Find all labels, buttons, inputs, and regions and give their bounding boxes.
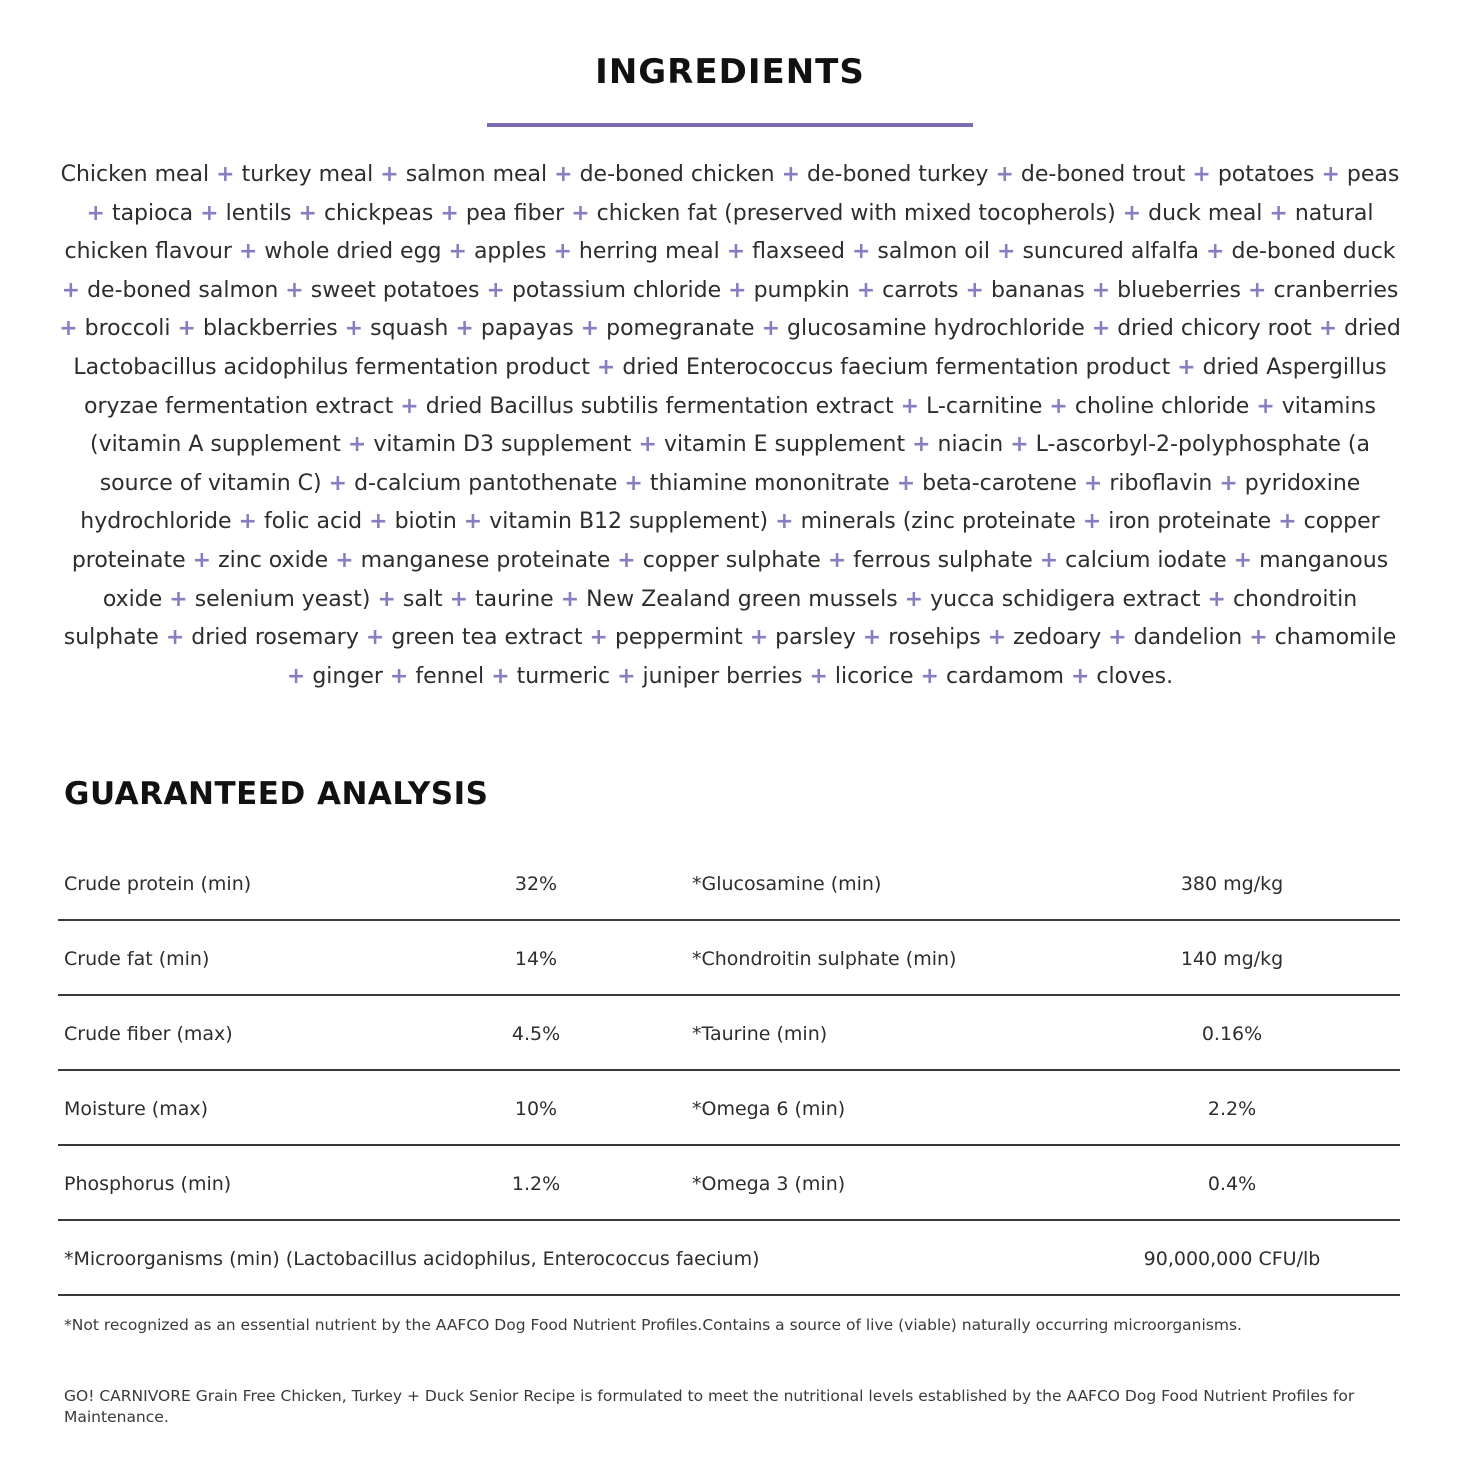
aafco-statement: GO! CARNIVORE Grain Free Chicken, Turkey + Duck Senior Recipe is formulated to meet the nutritional levels established by the AAFCO Dog Food Nutrient Profiles for Maintenance.: [64, 1387, 1355, 1426]
nutrient-value: 10%: [514, 1098, 558, 1120]
plus-separator: +: [455, 316, 474, 342]
ingredient-item: carrots: [882, 277, 959, 303]
guaranteed-analysis-title: GUARANTEED ANALYSIS: [64, 776, 489, 812]
plus-separator: +: [1039, 547, 1059, 573]
ingredient-item: chondroitin sulphate: [63, 586, 1358, 651]
plus-separator: +: [781, 162, 800, 187]
ingredient-item: squash: [370, 316, 449, 342]
ingredient-item: calcium iodate: [1065, 547, 1227, 573]
ingredient-item: peppermint: [614, 625, 743, 651]
plus-separator: +: [1278, 509, 1297, 535]
plus-separator: +: [1091, 316, 1111, 342]
plus-separator: +: [86, 200, 105, 226]
plus-separator: +: [200, 200, 219, 226]
plus-separator: +: [486, 277, 505, 303]
plus-separator: +: [1177, 354, 1196, 380]
ingredient-item: taurine: [475, 586, 554, 612]
ingredient-item: natural chicken flavour: [64, 200, 1374, 265]
plus-separator: +: [463, 509, 483, 535]
title-underline: [487, 123, 973, 127]
plus-separator: +: [726, 239, 746, 265]
ingredient-item: broccoli: [84, 316, 171, 342]
ingredient-item: L-carnitine: [926, 393, 1043, 419]
ingredient-item: ferrous sulphate: [853, 547, 1033, 573]
ingredient-item: vitamin D3 supplement: [373, 432, 632, 458]
nutrient-label: Crude protein (min): [64, 873, 252, 895]
ingredient-item: pomegranate: [606, 316, 755, 342]
plus-separator: +: [1206, 239, 1225, 265]
ingredient-item: de-boned salmon: [87, 277, 279, 303]
ingredient-item: glucosamine hydrochloride: [787, 316, 1085, 342]
ingredient-item: choline chloride: [1074, 393, 1250, 419]
nutrient-label: Phosphorus (min): [64, 1173, 232, 1195]
ingredient-item: copper sulphate: [642, 547, 821, 573]
ingredient-item: tapioca: [111, 200, 194, 226]
plus-separator: +: [344, 316, 364, 342]
plus-separator: +: [1249, 625, 1268, 651]
plus-separator: +: [1248, 277, 1267, 303]
ingredient-item: Chicken meal: [60, 162, 210, 187]
plus-separator: +: [995, 162, 1014, 187]
nutrient-label: *Taurine (min): [692, 1023, 828, 1045]
table-row: [58, 996, 1400, 1071]
plus-separator: +: [775, 509, 794, 535]
plus-separator: +: [1233, 547, 1253, 573]
nutrient-value: 1.2%: [511, 1173, 561, 1195]
plus-separator: +: [589, 625, 608, 651]
ingredient-item: dried Lactobacillus acidophilus fermentation product: [73, 316, 1401, 380]
plus-separator: +: [61, 277, 81, 303]
plus-separator: +: [380, 162, 399, 187]
plus-separator: +: [389, 663, 409, 689]
ingredient-item: fennel: [415, 663, 485, 689]
ingredient-item: apples: [473, 239, 547, 265]
ingredient-item: whole dried egg: [264, 239, 442, 265]
nutrient-value: 0.4%: [1207, 1173, 1257, 1195]
ingredient-item: copper proteinate: [71, 509, 1380, 573]
ingredient-item: vitamin B12 supplement): [489, 509, 769, 535]
plus-separator: +: [400, 393, 419, 419]
ingredient-item: salmon oil: [877, 239, 990, 265]
ingredient-item: minerals (zinc proteinate: [800, 509, 1076, 535]
ingredient-item: d-calcium pantothenate: [354, 470, 618, 496]
nutrient-value: 32%: [514, 873, 558, 895]
plus-separator: +: [165, 625, 185, 651]
ingredient-item: thiamine mononitrate: [649, 470, 890, 496]
plus-separator: +: [298, 200, 317, 226]
ingredient-item: salmon meal: [405, 162, 548, 187]
plus-separator: +: [449, 586, 469, 612]
ingredient-item: cardamom: [945, 663, 1064, 689]
plus-separator: +: [369, 509, 388, 535]
nutrient-label: *Omega 3 (min): [692, 1173, 846, 1195]
plus-separator: +: [827, 547, 847, 573]
ingredient-item: New Zealand green mussels: [586, 586, 898, 612]
plus-separator: +: [809, 663, 828, 689]
ingredient-item: ginger: [312, 663, 383, 689]
table-row: [58, 1071, 1400, 1146]
plus-separator: +: [1207, 586, 1226, 612]
ingredient-item: pea fiber: [465, 200, 565, 226]
nutrient-value: 2.2%: [1207, 1098, 1257, 1120]
plus-separator: +: [1082, 509, 1102, 535]
nutrient-value: 14%: [514, 948, 558, 970]
plus-separator: +: [1219, 470, 1238, 496]
plus-separator: +: [554, 162, 573, 187]
plus-separator: +: [285, 277, 304, 303]
plus-separator: +: [286, 663, 306, 689]
plus-separator: +: [987, 625, 1007, 651]
guaranteed-analysis-table: [58, 846, 1400, 1296]
plus-separator: +: [617, 547, 636, 573]
ingredient-item: de-boned turkey: [807, 162, 989, 187]
nutrient-label: *Omega 6 (min): [692, 1098, 846, 1120]
plus-separator: +: [216, 162, 235, 187]
plus-separator: +: [448, 239, 467, 265]
ingredient-item: dried rosemary: [191, 625, 359, 651]
ingredient-item: duck meal: [1148, 200, 1263, 226]
plus-separator: +: [856, 277, 876, 303]
nutrient-value: 0.16%: [1201, 1023, 1263, 1045]
ingredient-item: pyridoxine hydrochloride: [80, 470, 1361, 535]
ingredient-item: bananas: [990, 277, 1085, 303]
ingredient-item: folic acid: [263, 509, 363, 535]
ingredient-item: green tea extract: [391, 625, 583, 651]
ingredient-item: blueberries: [1117, 277, 1242, 303]
plus-separator: +: [238, 509, 257, 535]
ingredient-item: dried Aspergillus oryzae fermentation extract: [84, 354, 1387, 419]
ingredient-item: salt: [402, 586, 443, 612]
plus-separator: +: [328, 470, 348, 496]
plus-separator: +: [1269, 200, 1288, 226]
plus-separator: +: [192, 547, 212, 573]
plus-separator: +: [965, 277, 984, 303]
ingredient-item: chamomile: [1274, 625, 1397, 651]
nutrient-label: Moisture (max): [64, 1098, 209, 1120]
plus-separator: +: [553, 239, 572, 265]
table-row: [58, 846, 1400, 921]
nutrient-label: Crude fiber (max): [64, 1023, 233, 1045]
ingredient-item: vitamins (vitamin A supplement: [90, 393, 1376, 458]
plus-separator: +: [238, 239, 258, 265]
ingredient-item: zinc oxide: [218, 547, 329, 573]
plus-separator: +: [335, 547, 354, 573]
ingredients-title: INGREDIENTS: [595, 52, 865, 92]
plus-separator: +: [1321, 162, 1340, 187]
plus-separator: +: [377, 586, 396, 612]
plus-separator: +: [728, 277, 747, 303]
ingredient-item: manganese proteinate: [360, 547, 611, 573]
ingredient-item: herring meal: [578, 239, 720, 265]
ingredient-item: dried chicory root: [1117, 316, 1312, 342]
nutrient-label: *Microorganisms (min) (Lactobacillus acidophilus, Enterococcus faecium): [64, 1248, 760, 1270]
plus-separator: +: [491, 663, 510, 689]
ingredient-item: cranberries: [1273, 277, 1399, 303]
table-row: [58, 1146, 1400, 1221]
table-row-microorganisms: [58, 1221, 1400, 1296]
ingredient-item: dried Bacillus subtilis fermentation extract: [425, 393, 894, 419]
plus-separator: +: [1083, 470, 1103, 496]
plus-separator: +: [900, 393, 920, 419]
ingredient-item: riboflavin: [1109, 470, 1213, 496]
plus-separator: +: [1318, 316, 1338, 342]
ingredient-item: turmeric: [516, 663, 611, 689]
plus-separator: +: [1256, 393, 1275, 419]
plus-separator: +: [1192, 162, 1211, 187]
ingredient-item: iron proteinate: [1108, 509, 1272, 535]
ingredient-item: de-boned duck: [1231, 239, 1396, 265]
ingredient-item: dandelion: [1133, 625, 1243, 651]
nutrient-label: *Glucosamine (min): [692, 873, 882, 895]
ingredient-item: zedoary: [1013, 625, 1102, 651]
ingredient-item: biotin: [394, 509, 457, 535]
nutrient-label: *Chondroitin sulphate (min): [692, 948, 957, 970]
plus-separator: +: [624, 470, 643, 496]
plus-separator: +: [347, 432, 367, 458]
plus-separator: +: [912, 432, 931, 458]
plus-separator: +: [1049, 393, 1068, 419]
ingredient-item: parsley: [775, 625, 856, 651]
nutrient-label: Crude fat (min): [64, 948, 210, 970]
plus-separator: +: [920, 663, 939, 689]
ingredient-item: chickpeas: [323, 200, 434, 226]
ingredient-item: suncured alfalfa: [1022, 239, 1200, 265]
ingredient-item: yucca schidigera extract: [930, 586, 1201, 612]
ingredient-item: blackberries: [202, 316, 338, 342]
ingredient-item: flaxseed: [752, 239, 845, 265]
nutrient-value: 140 mg/kg: [1180, 948, 1284, 970]
ingredient-item: lentils: [225, 200, 292, 226]
nutrient-value: 4.5%: [511, 1023, 561, 1045]
ingredient-item: pumpkin: [753, 277, 850, 303]
plus-separator: +: [59, 316, 78, 342]
plus-separator: +: [761, 316, 781, 342]
ingredient-item: L-ascorbyl-2-polyphosphate (a source of vitamin C): [99, 432, 1370, 496]
plus-separator: +: [904, 586, 924, 612]
nutrient-value: 90,000,000 CFU/lb: [1143, 1248, 1321, 1270]
plus-separator: +: [997, 239, 1016, 265]
ingredient-item: vitamin E supplement: [663, 432, 906, 458]
plus-separator: +: [365, 625, 385, 651]
plus-separator: +: [862, 625, 882, 651]
ingredient-item: licorice: [834, 663, 914, 689]
plus-separator: +: [1108, 625, 1127, 651]
plus-separator: +: [1122, 200, 1142, 226]
table-row: [58, 921, 1400, 996]
ingredient-item: beta-carotene: [922, 470, 1077, 496]
plus-separator: +: [1091, 277, 1111, 303]
ingredient-item: niacin: [937, 432, 1004, 458]
plus-separator: +: [749, 625, 769, 651]
plus-separator: +: [851, 239, 871, 265]
ingredient-item: juniper berries: [642, 663, 803, 689]
ingredient-item: selenium yeast): [194, 586, 371, 612]
ingredient-item: de-boned trout: [1020, 162, 1186, 187]
plus-separator: +: [596, 354, 616, 380]
ingredient-item: dried Enterococcus faecium fermentation product: [622, 354, 1171, 380]
footnote: *Not recognized as an essential nutrient by the AAFCO Dog Food Nutrient Profiles.Contains a source of live (viable) naturally occurring microorganisms.: [64, 1316, 1242, 1334]
plus-separator: +: [440, 200, 459, 226]
ingredients-list: [58, 156, 1402, 696]
ingredient-item: papayas: [480, 316, 574, 342]
plus-separator: +: [1070, 663, 1090, 689]
ingredient-item: cloves.: [1096, 663, 1174, 689]
plus-separator: +: [617, 663, 636, 689]
plus-separator: +: [169, 586, 188, 612]
ingredient-item: potassium chloride: [511, 277, 722, 303]
ingredient-item: peas: [1346, 162, 1400, 187]
nutrient-value: 380 mg/kg: [1180, 873, 1284, 895]
ingredient-item: potatoes: [1217, 162, 1315, 187]
plus-separator: +: [638, 432, 657, 458]
plus-separator: +: [580, 316, 600, 342]
plus-separator: +: [560, 586, 580, 612]
ingredient-item: manganous oxide: [102, 547, 1389, 612]
ingredient-item: chicken fat (preserved with mixed tocopherols): [596, 200, 1116, 226]
plus-separator: +: [896, 470, 916, 496]
ingredient-item: de-boned chicken: [579, 162, 775, 187]
plus-separator: +: [177, 316, 196, 342]
ingredient-item: turkey meal: [241, 162, 374, 187]
ingredient-item: sweet potatoes: [310, 277, 480, 303]
plus-separator: +: [1010, 432, 1029, 458]
ingredient-item: rosehips: [888, 625, 981, 651]
plus-separator: +: [571, 200, 590, 226]
